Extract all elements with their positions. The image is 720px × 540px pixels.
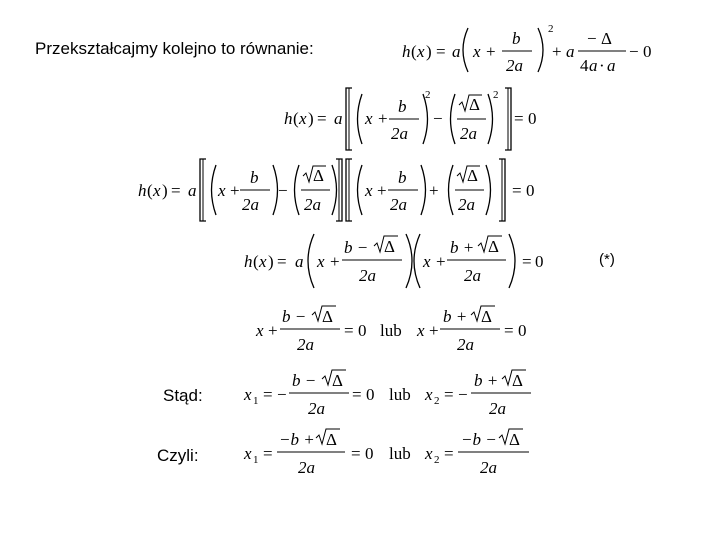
math-symbol: h <box>402 42 411 61</box>
math-symbol: − <box>629 42 639 61</box>
math-symbol: x <box>244 385 252 404</box>
bracket <box>451 94 456 144</box>
math-symbol: 2 <box>548 23 554 35</box>
math-symbol: ) <box>308 109 314 128</box>
math-symbol: 2a <box>390 195 407 214</box>
eq1-lhs <box>402 42 461 61</box>
math-symbol: 0 <box>366 385 375 404</box>
math-symbol: = <box>522 252 532 271</box>
math-symbol: x <box>425 444 433 463</box>
math-symbol: 2a <box>242 195 259 214</box>
math-symbol: Δ <box>326 430 337 449</box>
math-symbol: a <box>334 109 343 128</box>
math-symbol: 2a <box>480 458 497 477</box>
math-symbol: 0 <box>535 252 544 271</box>
bracket <box>509 234 515 288</box>
math-symbol: x <box>365 109 373 128</box>
math-symbol: 0 <box>526 181 535 200</box>
math-symbol: 0 <box>365 444 374 463</box>
bracket <box>406 234 412 288</box>
bracket <box>273 165 278 215</box>
bracket <box>358 165 363 215</box>
math-symbol: 4 <box>580 56 589 75</box>
math-symbol: Δ <box>509 430 520 449</box>
math-symbol: = <box>444 385 454 404</box>
math-symbol: −b − <box>461 430 497 449</box>
math-symbol: 2a <box>308 399 325 418</box>
math-symbol: x <box>153 181 161 200</box>
math-symbol: a <box>607 56 616 75</box>
math-symbol: x <box>244 444 252 463</box>
math-symbol: 2a <box>458 195 475 214</box>
math-symbol: = <box>352 385 362 404</box>
math-symbol: − <box>458 385 468 404</box>
math-symbol: 2 <box>434 395 440 407</box>
math-symbol: b − <box>282 307 307 326</box>
stad-label: Stąd: <box>163 386 203 405</box>
math-symbol: a <box>188 181 197 200</box>
math-symbol: x <box>365 181 373 200</box>
math-symbol: + <box>378 109 388 128</box>
math-symbol: = <box>344 321 354 340</box>
math-symbol: ) <box>426 42 432 61</box>
lub-2: lub <box>389 385 411 404</box>
math-symbol: −b + <box>279 430 315 449</box>
math-symbol: + <box>268 321 278 340</box>
math-symbol: 2a <box>359 266 376 285</box>
bracket <box>332 165 337 215</box>
math-symbol: + <box>330 252 340 271</box>
math-symbol: a <box>566 42 575 61</box>
math-symbol: 1 <box>253 454 259 466</box>
math-symbol: x <box>317 252 325 271</box>
equation-5 <box>254 304 544 358</box>
math-symbol: 2a <box>298 458 315 477</box>
bracket <box>538 28 543 72</box>
math-symbol: = <box>351 444 361 463</box>
bracket <box>212 165 217 215</box>
math-symbol: 2a <box>489 399 506 418</box>
lub-3: lub <box>389 444 411 463</box>
math-symbol: a <box>295 252 304 271</box>
math-symbol: ) <box>268 252 274 271</box>
math-symbol: ) <box>162 181 168 200</box>
math-symbol: x <box>299 109 307 128</box>
math-symbol: 2a <box>304 195 321 214</box>
math-symbol: + <box>429 321 439 340</box>
math-symbol: Δ <box>601 29 612 48</box>
math-symbol: 2a <box>457 335 474 354</box>
intro-text: Przekształcajmy kolejno to równanie: <box>35 39 314 58</box>
math-symbol: + <box>230 181 240 200</box>
math-symbol: 2a <box>506 56 523 75</box>
math-symbol: h <box>244 252 253 271</box>
math-symbol: + <box>377 181 387 200</box>
equation-4 <box>242 230 542 292</box>
math-symbol: x <box>218 181 226 200</box>
math-symbol: Δ <box>512 371 523 390</box>
math-symbol: b <box>512 29 521 48</box>
math-symbol: a <box>452 42 461 61</box>
bracket <box>295 165 300 215</box>
math-symbol: b − <box>344 238 369 257</box>
math-symbol: − <box>587 29 597 48</box>
math-symbol: b <box>398 97 407 116</box>
bracket <box>463 28 468 72</box>
math-symbol: x <box>425 385 433 404</box>
math-symbol: x <box>417 42 425 61</box>
math-symbol: 0 <box>643 42 652 61</box>
czyli-label: Czyli: <box>157 446 199 465</box>
math-symbol: b <box>250 168 259 187</box>
bracket <box>449 165 454 215</box>
equation-3 <box>136 155 546 225</box>
equation-6 <box>242 367 542 421</box>
bracket <box>423 94 428 144</box>
equation-marker: (*) <box>599 251 615 268</box>
equation-7 <box>242 426 542 480</box>
math-symbol: b + <box>443 307 468 326</box>
math-symbol: x <box>417 321 425 340</box>
math-symbol: = <box>504 321 514 340</box>
bracket <box>421 165 426 215</box>
math-symbol: ( <box>411 42 417 61</box>
math-symbol: b + <box>474 371 499 390</box>
bracket <box>358 94 363 144</box>
math-symbol: · <box>599 56 605 75</box>
math-symbol: h <box>284 109 293 128</box>
bracket <box>488 94 493 144</box>
math-symbol: Δ <box>481 307 492 326</box>
math-symbol: 2a <box>297 335 314 354</box>
math-symbol: Δ <box>313 166 324 185</box>
math-symbol: ( <box>253 252 259 271</box>
equation-1 <box>400 20 660 80</box>
math-symbol: b − <box>292 371 317 390</box>
math-symbol: + <box>429 181 439 200</box>
math-symbol: x <box>259 252 267 271</box>
bracket <box>414 234 420 288</box>
math-symbol: x <box>473 42 481 61</box>
math-symbol: = <box>514 109 524 128</box>
math-symbol: Δ <box>322 307 333 326</box>
math-symbol: 1 <box>253 395 259 407</box>
math-symbol: Δ <box>332 371 343 390</box>
math-symbol: = <box>277 252 287 271</box>
math-symbol: + <box>552 42 562 61</box>
math-symbol: + <box>436 252 446 271</box>
math-symbol: b <box>398 168 407 187</box>
math-symbol: 2a <box>464 266 481 285</box>
math-symbol: x <box>256 321 264 340</box>
math-symbol: 0 <box>528 109 537 128</box>
math-symbol: Δ <box>384 237 395 256</box>
bracket <box>308 234 314 288</box>
math-symbol: b + <box>450 238 475 257</box>
math-symbol: a <box>589 56 598 75</box>
math-symbol: 0 <box>358 321 367 340</box>
math-symbol: 2 <box>434 454 440 466</box>
math-symbol: x <box>423 252 431 271</box>
math-symbol: h <box>138 181 147 200</box>
math-symbol: = <box>171 181 181 200</box>
math-symbol: 2 <box>425 89 431 101</box>
math-symbol: = <box>444 444 454 463</box>
math-symbol: Δ <box>488 237 499 256</box>
math-symbol: Δ <box>469 95 480 114</box>
math-symbol: − <box>277 385 287 404</box>
math-symbol: − <box>278 181 288 200</box>
math-symbol: 2 <box>493 89 499 101</box>
math-symbol: ( <box>293 109 299 128</box>
bracket <box>486 165 491 215</box>
math-symbol: = <box>317 109 327 128</box>
math-symbol: = <box>263 444 273 463</box>
math-symbol: 2a <box>391 124 408 143</box>
math-symbol: 2a <box>460 124 477 143</box>
equation-2 <box>282 84 542 154</box>
math-symbol: = <box>436 42 446 61</box>
math-symbol: ( <box>147 181 153 200</box>
lub-1: lub <box>380 321 402 340</box>
math-symbol: + <box>486 42 496 61</box>
math-symbol: Δ <box>467 166 478 185</box>
math-symbol: − <box>433 109 443 128</box>
math-symbol: = <box>512 181 522 200</box>
math-symbol: 0 <box>518 321 527 340</box>
math-symbol: = <box>263 385 273 404</box>
